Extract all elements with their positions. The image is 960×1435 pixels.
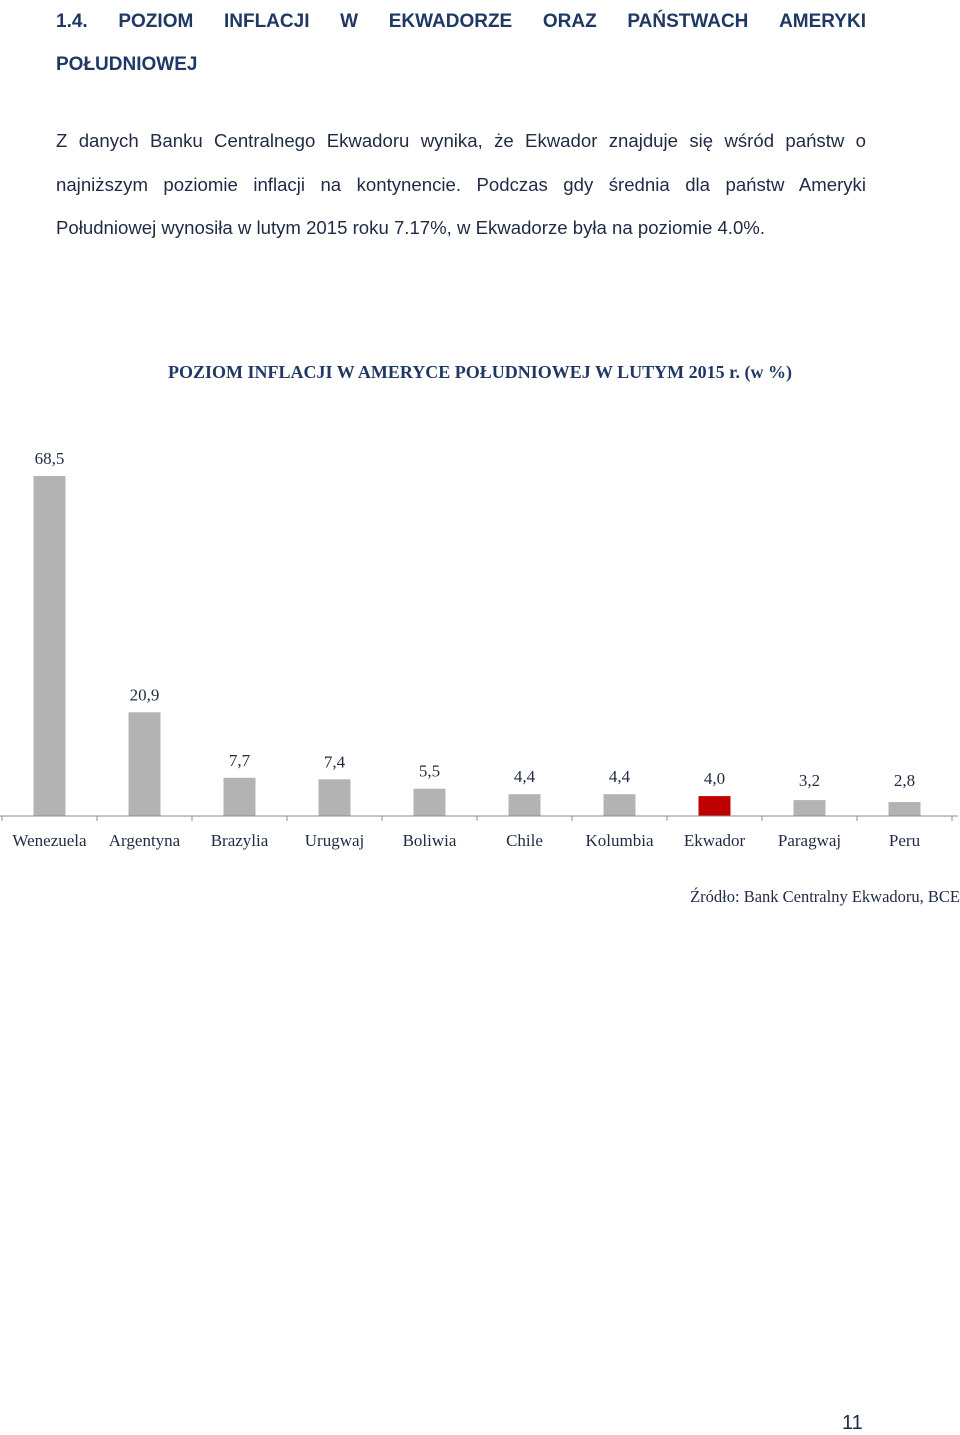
chart-category-label: Kolumbia xyxy=(585,831,654,850)
chart-category-label: Urugwaj xyxy=(304,831,365,850)
chart-bar xyxy=(794,800,826,816)
chart-data-label: 5,5 xyxy=(418,761,441,781)
chart-category-label: Chile xyxy=(506,831,543,850)
chart-data-label: 4,4 xyxy=(608,767,631,787)
page-number: 11 xyxy=(842,1412,863,1434)
section-heading-line1 xyxy=(56,0,866,43)
inflation-bar-chart xyxy=(0,430,960,870)
chart-bar xyxy=(889,802,921,816)
chart-category-label: Wenezuela xyxy=(12,831,87,850)
chart-category-label: Paragwaj xyxy=(777,831,842,850)
chart-bar xyxy=(604,794,636,816)
heading-word: AMERYKI xyxy=(779,11,866,32)
chart-data-label: 7,4 xyxy=(323,752,346,772)
chart-category-label: Boliwia xyxy=(402,831,457,850)
chart-bar xyxy=(34,476,66,816)
section-heading xyxy=(56,0,866,86)
chart-data-label: 4,4 xyxy=(513,767,536,787)
body-paragraph: Z danych Banku Centralnego Ekwadoru wynika, że Ekwador znajduje się wśród państw o najniższym poziomie inflacji na kontynencie. Podczas gdy średnia dla państw Ameryki Południowej wynosiła w lutym 2015 roku 7.17%, w Ekwadorze była na poziomie 4.0%. xyxy=(56,130,866,238)
chart-category-label: Argentyna xyxy=(108,831,181,850)
chart-category-label: Brazylia xyxy=(210,831,269,850)
heading-word: EKWADORZE xyxy=(388,11,513,32)
heading-word: PAŃSTWACH xyxy=(627,11,749,32)
heading-word: W xyxy=(340,11,359,32)
chart-bar xyxy=(319,779,351,816)
section-number: 1.4. xyxy=(56,11,88,32)
chart-bar xyxy=(699,796,731,816)
heading-word: INFLACJI xyxy=(223,11,310,32)
chart-category-label: Peru xyxy=(888,831,921,850)
chart-data-label: 68,5 xyxy=(34,449,65,468)
chart-data-label: 4,0 xyxy=(703,769,726,789)
chart-bar xyxy=(129,712,161,816)
chart-bar xyxy=(414,789,446,816)
chart-bar xyxy=(509,794,541,816)
source-note: Źródło: Bank Centralny Ekwadoru, BCE xyxy=(690,887,960,906)
chart-title: POZIOM INFLACJI W AMERYCE POŁUDNIOWEJ W LUTYM 2015 r. (w %) xyxy=(168,362,792,382)
chart-data-label: 3,2 xyxy=(798,771,821,790)
chart-bar xyxy=(224,778,256,816)
chart-category-label: Ekwador xyxy=(683,831,746,850)
section-heading-line2: POŁUDNIOWEJ xyxy=(56,54,198,75)
chart-data-label: 2,8 xyxy=(893,771,916,790)
chart-data-label: 20,9 xyxy=(129,685,160,705)
chart-data-label: 7,7 xyxy=(228,750,251,770)
heading-word: ORAZ xyxy=(542,11,597,32)
heading-word: POZIOM xyxy=(118,11,194,32)
